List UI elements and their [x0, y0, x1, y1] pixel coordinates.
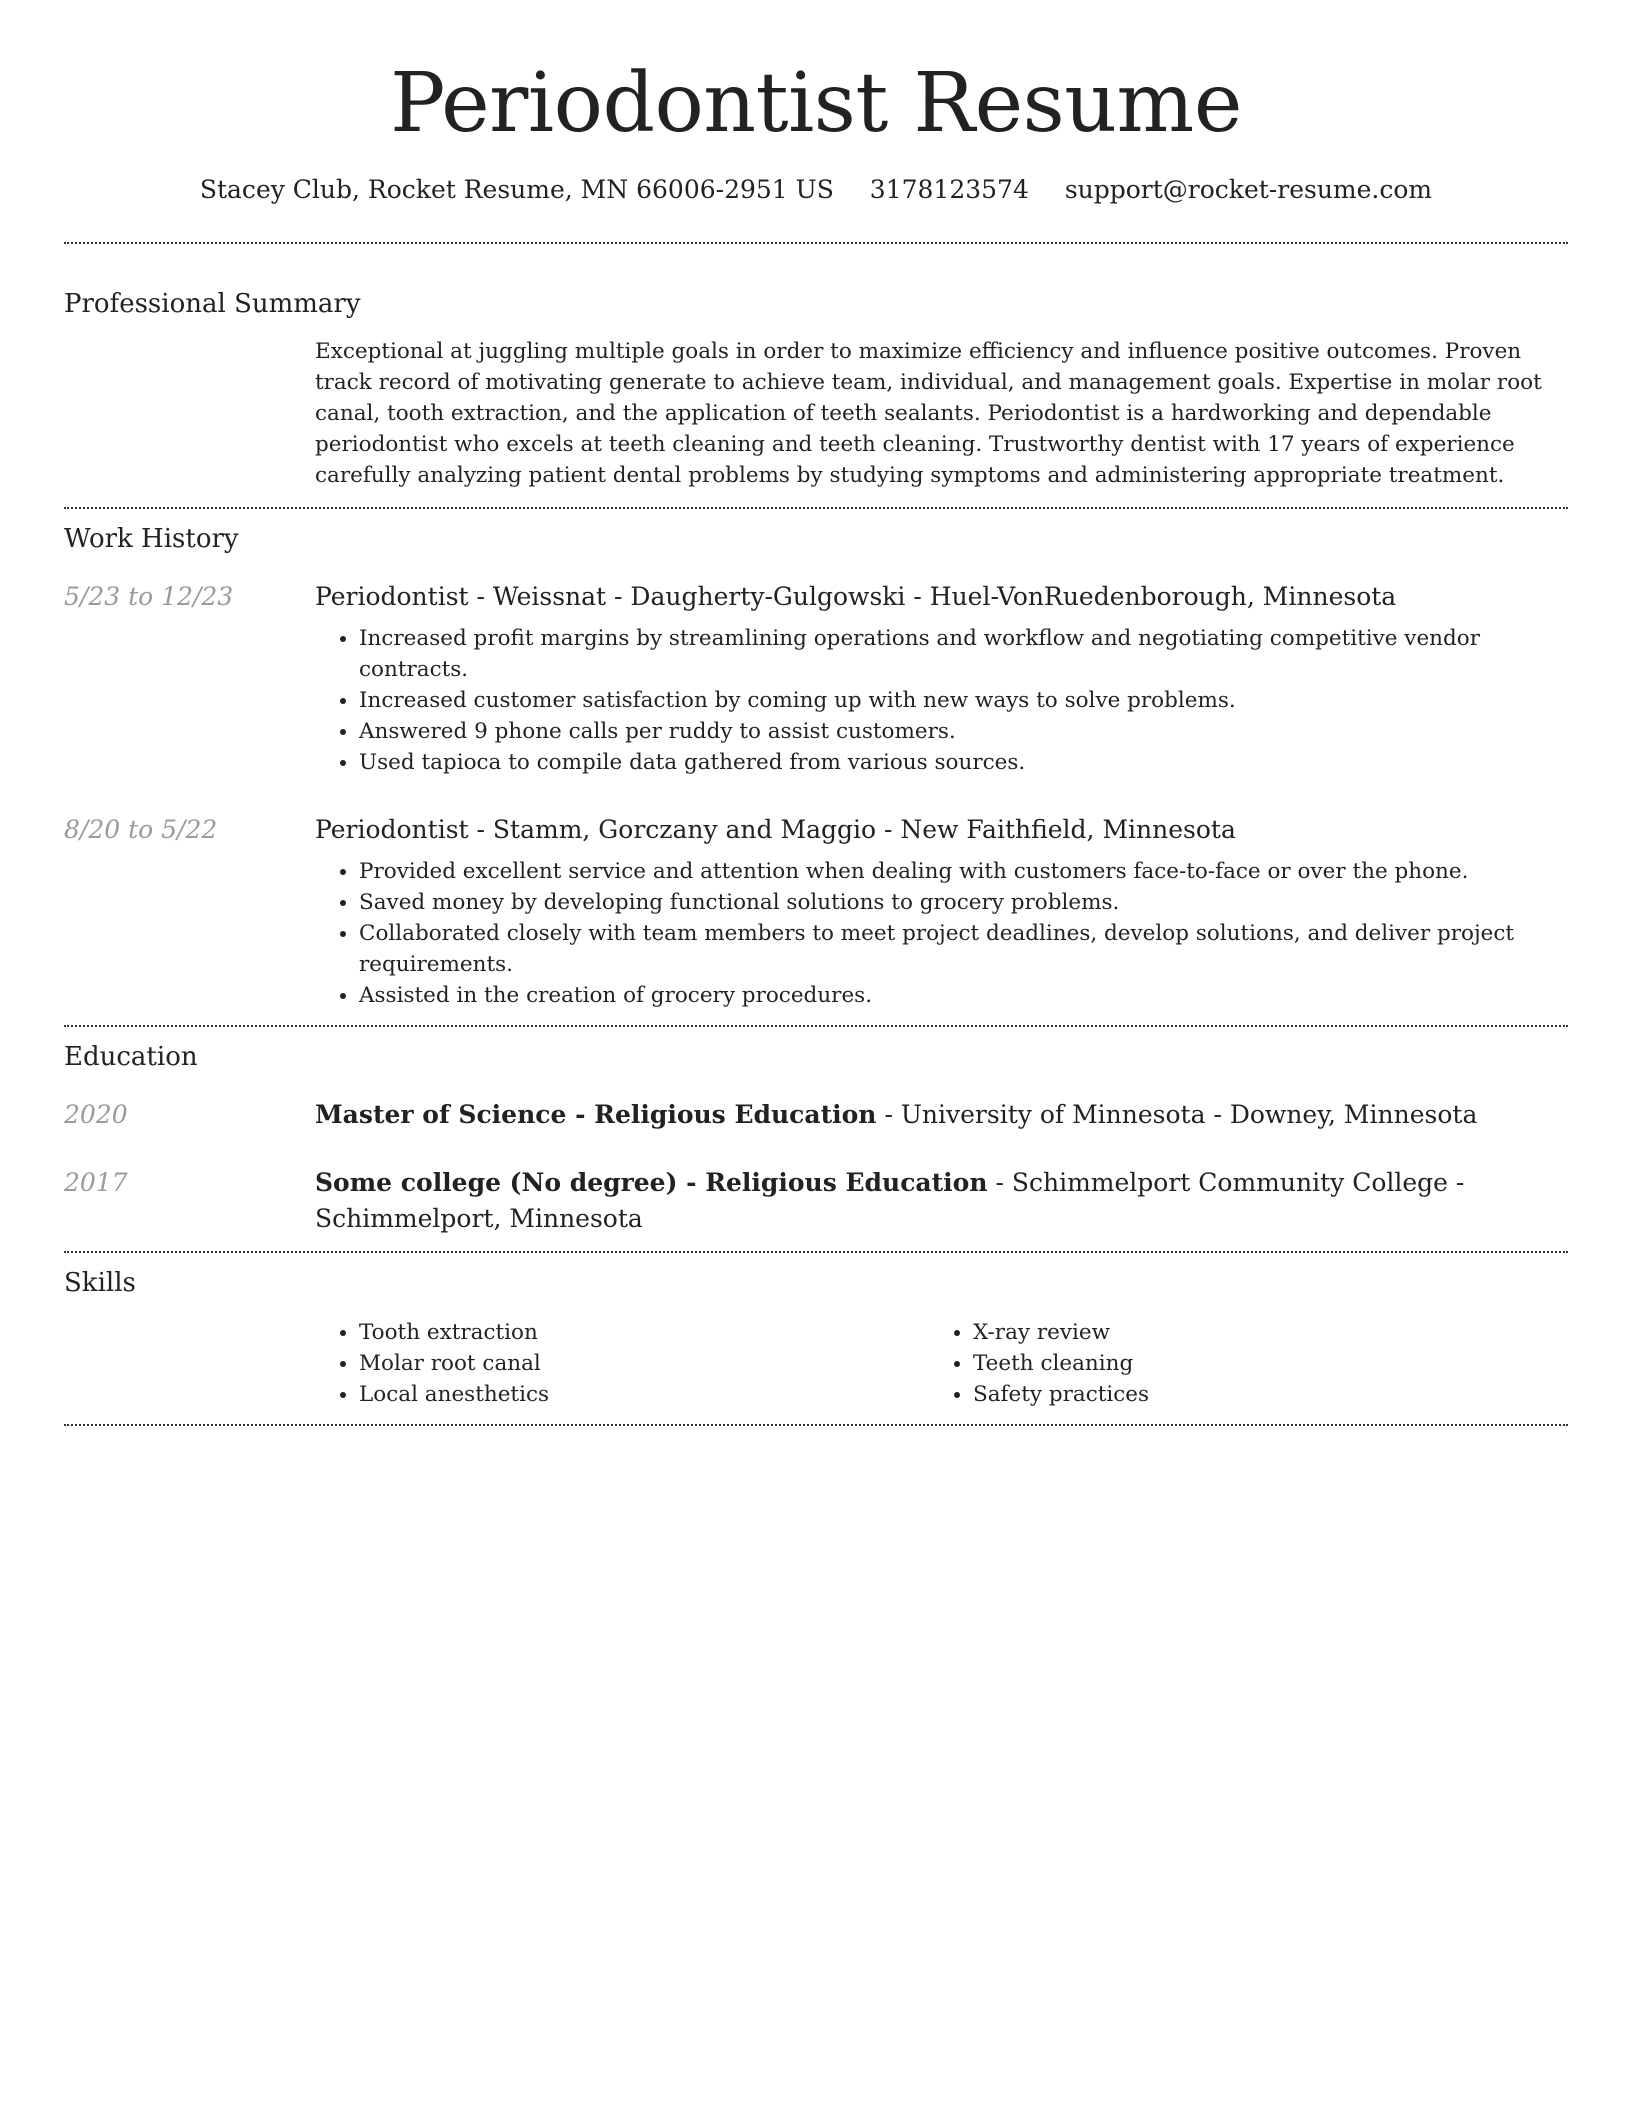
- contact-line: [64, 170, 1568, 210]
- list-item: • Teeth cleaning: [973, 1348, 1543, 1379]
- contact-phone: 3178123574: [869, 175, 1029, 204]
- job-dates: 5/23 to 12/23: [64, 582, 234, 611]
- list-item: • Assisted in the creation of grocery procedures.: [359, 980, 1568, 1011]
- list-item: • Collaborated closely with team members to meet project deadlines, develop solutions, and deliver project requirements.: [359, 918, 1568, 980]
- list-item: • Provided excellent service and attention when dealing with customers face-to-face or over the phone.: [359, 856, 1568, 887]
- job-title: [315, 812, 1568, 848]
- section-title: Work History: [64, 524, 239, 554]
- job-details: - Weissnat - Daugherty-Gulgowski - Huel-VonRuedenborough, Minnesota: [468, 582, 1397, 611]
- section-title: Professional Summary: [64, 289, 361, 319]
- education-degree: Some college (No degree) - Religious Education: [315, 1168, 988, 1197]
- summary-text: Exceptional at juggling multiple goals in order to maximize efficiency and influence positive outcomes. Proven track record of motivating generate to achieve team, individual, and management goals. Expertise in molar root canal, tooth extraction, and the application of teeth sealants. Periodontist is a hardworking and dependable periodontist who excels at teeth cleaning and teeth cleaning. Trustworthy dentist with 17 years of experience carefully analyzing patient dental problems by studying symptoms and administering appropriate treatment.: [315, 339, 1542, 488]
- list-item: • Tooth extraction: [359, 1317, 929, 1348]
- education-title: [315, 1165, 1568, 1237]
- divider: [64, 1424, 1568, 1426]
- job-entry: [64, 812, 1568, 1011]
- list-item: • Safety practices: [973, 1379, 1543, 1410]
- education-school: - University of Minnesota - Downey, Minnesota: [876, 1100, 1478, 1129]
- resume-page: [64, 0, 1568, 1426]
- education-school: - Schimmelport Community College - Schimmelport, Minnesota: [315, 1168, 1465, 1233]
- education-degree: Master of Science - Religious Education: [315, 1100, 877, 1129]
- education-entry: [64, 1165, 1568, 1237]
- contact-email: support@rocket-resume.com: [1064, 175, 1433, 204]
- job-details: - Stamm, Gorczany and Maggio - New Faithfield, Minnesota: [468, 815, 1236, 844]
- section-title: Skills: [64, 1268, 136, 1298]
- list-item: • Answered 9 phone calls per ruddy to assist customers.: [359, 716, 1568, 747]
- work-section: [64, 519, 1568, 1011]
- job-title: [315, 579, 1568, 615]
- divider: [64, 507, 1568, 509]
- education-entry: [64, 1097, 1568, 1133]
- list-item: • Used tapioca to compile data gathered from various sources.: [359, 747, 1568, 778]
- skills-section: [64, 1263, 1568, 1410]
- job-entry: [64, 579, 1568, 778]
- divider: [64, 1251, 1568, 1253]
- list-item: • Increased profit margins by streamlining operations and workflow and negotiating competitive vendor contracts.: [359, 623, 1568, 685]
- summary-section: [64, 284, 1568, 491]
- education-section: [64, 1037, 1568, 1237]
- list-item: • Saved money by developing functional solutions to grocery problems.: [359, 887, 1568, 918]
- skills-list-right: [929, 1317, 1543, 1410]
- job-role: Periodontist: [315, 815, 469, 844]
- contact-address: Stacey Club, Rocket Resume, MN 66006-2951 US: [199, 175, 834, 204]
- education-year: 2017: [64, 1168, 128, 1197]
- job-bullets: [315, 623, 1568, 778]
- education-title: [315, 1097, 1568, 1133]
- list-item: • Increased customer satisfaction by coming up with new ways to solve problems.: [359, 685, 1568, 716]
- resume-title: Periodontist Resume: [390, 56, 1242, 151]
- divider: [64, 1025, 1568, 1027]
- job-role: Periodontist: [315, 582, 469, 611]
- skills-list-left: [315, 1317, 929, 1410]
- list-item: • Molar root canal: [359, 1348, 929, 1379]
- list-item: • Local anesthetics: [359, 1379, 929, 1410]
- section-title: Education: [64, 1042, 198, 1072]
- job-dates: 8/20 to 5/22: [64, 815, 218, 844]
- job-bullets: [315, 856, 1568, 1011]
- list-item: • X-ray review: [973, 1317, 1543, 1348]
- divider: [64, 242, 1568, 244]
- education-year: 2020: [64, 1100, 128, 1129]
